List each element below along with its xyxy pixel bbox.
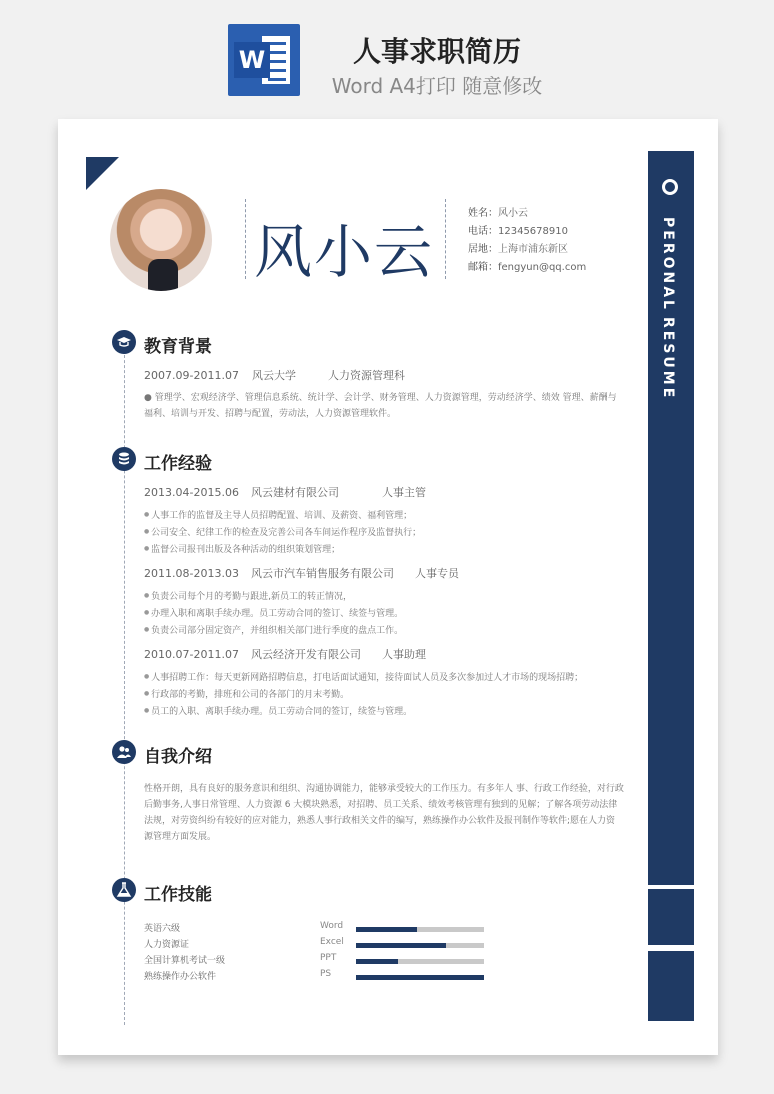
info-address: 居地：上海市浦东新区	[468, 244, 568, 255]
info-email: 邮箱：fengyun@qq.com	[468, 262, 587, 273]
education-desc: ● 管理学、宏观经济学、管理信息系统、统计学、会计学、财务管理、人力资源管理，劳动经济学、绩效 管理、薪酬与福利、培训与开发、招聘与配置，劳动法，人力资源管理软件。	[144, 393, 617, 419]
skill-item: 英语六级	[144, 924, 181, 934]
side-label-top: PERONAL	[660, 217, 676, 312]
job-bullets: ● 负责公司每个月的考勤与跟进,新员工的转正情况， ● 办理入职和离职手续办理。员工劳动合同的签订、续签与管理。 ● 负责公司部分固定资产，并组织相关部门进行季度的盘点工作。	[144, 588, 644, 639]
word-icon	[228, 24, 300, 96]
header-divider-left	[245, 199, 246, 279]
promo-banner	[0, 0, 774, 110]
info-phone: 电话：12345678910	[468, 226, 568, 237]
skill-bar-fill	[356, 927, 417, 932]
side-block-1	[648, 889, 694, 945]
work-title: 工作经验	[144, 454, 212, 474]
database-icon	[112, 447, 136, 471]
skill-bar-label: PPT	[320, 953, 337, 963]
education-school: 风云大学	[252, 369, 296, 382]
header-divider-right	[445, 199, 446, 279]
skill-item: 人力资源证	[144, 940, 190, 950]
avatar	[110, 189, 212, 291]
flask-icon	[112, 878, 136, 902]
resume-page	[58, 119, 718, 1055]
job-bullets: ● 人事工作的监督及主导人员招聘配置、培训、及薪资、福利管理； ● 公司安全、纪律工作的检查及完善公司各车间运作程序及监督执行； ● 监督公司报刊出版及各种活动的组织策划管理；	[144, 507, 644, 558]
skill-item: 熟练操作办公软件	[144, 972, 217, 982]
timeline-line	[124, 335, 125, 1025]
skill-bar-fill	[356, 959, 398, 964]
ring-icon	[662, 179, 678, 195]
side-label-bottom: RESUME	[660, 317, 676, 401]
side-banner	[648, 151, 694, 885]
skill-bar-label: PS	[320, 969, 332, 979]
education-title: 教育背景	[144, 337, 212, 357]
about-text: 性格开朗，具有良好的服务意识和组织、沟通协调能力，能够承受较大的工作压力。有多年人 事、行政工作经验，对行政后勤事务,人事日常管理、人力资源 6 大模块熟悉，对招聘、员工关系、绩效考核管理有独到的见解；了解各项劳动法律法规，对劳资纠纷有较好的应对能力，熟悉人事行政相关文件的编写，熟练操作办公软件及报刊制作等软件;愿在人力资源管理方面发展。	[144, 784, 624, 842]
skill-item: 全国计算机考试一级	[144, 956, 226, 966]
job-row: 2013.04-2015.06 风云建材有限公司 人事主管	[144, 486, 426, 499]
education-row	[144, 367, 405, 383]
info-name: 姓名：风小云	[468, 208, 528, 219]
skill-bar-label: Word	[320, 921, 344, 931]
skills-list	[144, 921, 225, 985]
job-row: 2010.07-2011.07 风云经济开发有限公司 人事助理	[144, 648, 426, 661]
corner-triangle	[86, 157, 119, 190]
banner-subtitle: Word A4打印 随意修改	[331, 74, 543, 98]
skill-bar-label: Excel	[320, 937, 344, 947]
users-icon	[112, 740, 136, 764]
job-bullets: ● 人事招聘工作：每天更新网路招聘信息，打电话面试通知，接待面试人员及多次参加过人才市场的现场招聘； ● 行政部的考勤，排班和公司的各部门的月末考勤。 ● 员工的入职、离职手续办理。员工劳动合同的签订，续签与管理。	[144, 669, 644, 720]
candidate-name: 风小云	[254, 218, 435, 286]
side-block-2	[648, 951, 694, 1021]
education-major: 人力资源管理科	[328, 369, 405, 382]
graduation-cap-icon	[112, 330, 136, 354]
skill-bar-fill	[356, 975, 484, 980]
word-logo-letter: W	[234, 42, 270, 78]
job-row: 2011.08-2013.03 风云市汽车销售服务有限公司 人事专员	[144, 567, 459, 580]
banner-title: 人事求职简历	[352, 35, 521, 68]
education-date: 2007.09-2011.07	[144, 369, 239, 382]
contact-info	[468, 205, 586, 277]
skill-bar-fill	[356, 943, 446, 948]
skills-title: 工作技能	[144, 885, 212, 905]
about-title: 自我介绍	[144, 747, 212, 767]
